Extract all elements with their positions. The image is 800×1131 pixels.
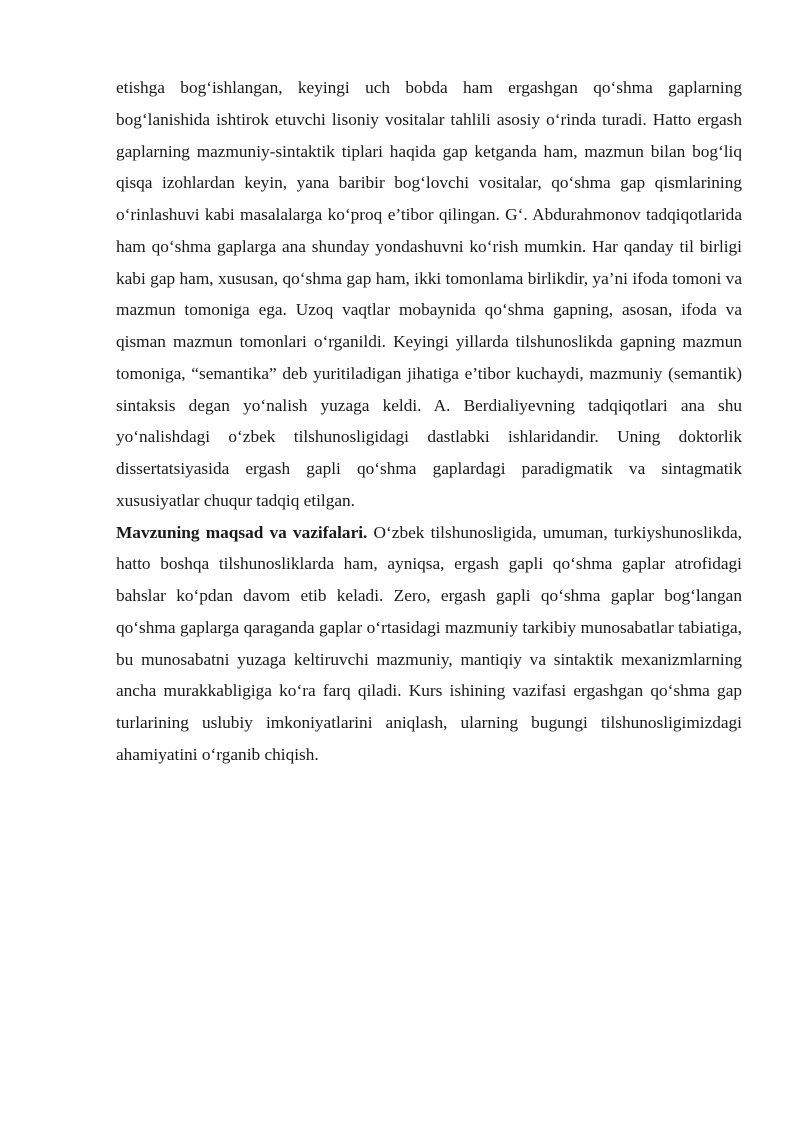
section-heading: Mavzuning maqsad va vazifalari. bbox=[116, 522, 368, 542]
document-body bbox=[116, 72, 742, 771]
paragraph-intro: etishga bog‘ishlangan, keyingi uch bobda ham ergashgan qo‘shma gaplarning bog‘lanishida ishtirok etuvchi lisoniy vositalar tahlili asosiy o‘rinda turadi. Hatto ergash gaplarning mazmuniy-sintaktik tiplari haqida gap ketganda ham, mazmun bilan bog‘liq qisqa izohlardan keyin, yana baribir bog‘lovchi vositalar, qo‘shma gap qismlarining o‘rinlashuvi kabi masalalarga ko‘proq e’tibor qilingan. G‘. Abdurahmonov tadqiqotlarida ham qo‘shma gaplarga ana shunday yondashuvni ko‘rish mumkin. Har qanday til birligi kabi gap ham, xususan, qo‘shma gap ham, ikki tomonlama birlikdir, ya’ni ifoda tomoni va mazmun tomoniga ega. Uzoq vaqtlar mobaynida qo‘shma gapning, asosan, ifoda va qisman mazmun tomonlari o‘rganildi. Keyingi yillarda tilshunoslikda gapning mazmun tomoniga, “semantika” deb yuritiladigan jihatiga e’tibor kuchaydi, mazmuniy (semantik) sintaksis degan yo‘nalish yuzaga keldi. A. Berdialiyevning tadqiqotlari ana shu yo‘nalishdagi o‘zbek tilshunosligidagi dastlabki ishlaridandir. Uning doktorlik dissertatsiyasida ergash gapli qo‘shma gaplardagi paradigmatik va sintagmatik xususiyatlar chuqur tadqiq etilgan. bbox=[116, 78, 742, 510]
paragraph-goals bbox=[116, 517, 742, 771]
paragraph-goals-text: O‘zbek tilshunosligida, umuman, turkiyshunoslikda, hatto boshqa tilshunosliklarda ham, ayniqsa, ergash gapli qo‘shma gaplar atrofidagi bahslar ko‘pdan davom etib keladi. Zero, ergash gapli qo‘shma gaplar bog‘langan qo‘shma gaplarga qaraganda gaplar o‘rtasidagi mazmuniy tarkibiy munosabatlar tabiatiga, bu munosabatni yuzaga keltiruvchi mazmuniy, mantiqiy va sintaktik mexanizmlarning ancha murakkabligiga ko‘ra farq qiladi. Kurs ishining vazifasi ergashgan qo‘shma gap turlarining uslubiy imkoniyatlarini aniqlash, ularning bugungi tilshunosligimizdagi ahamiyatini o‘rganib chiqish. bbox=[116, 522, 742, 764]
